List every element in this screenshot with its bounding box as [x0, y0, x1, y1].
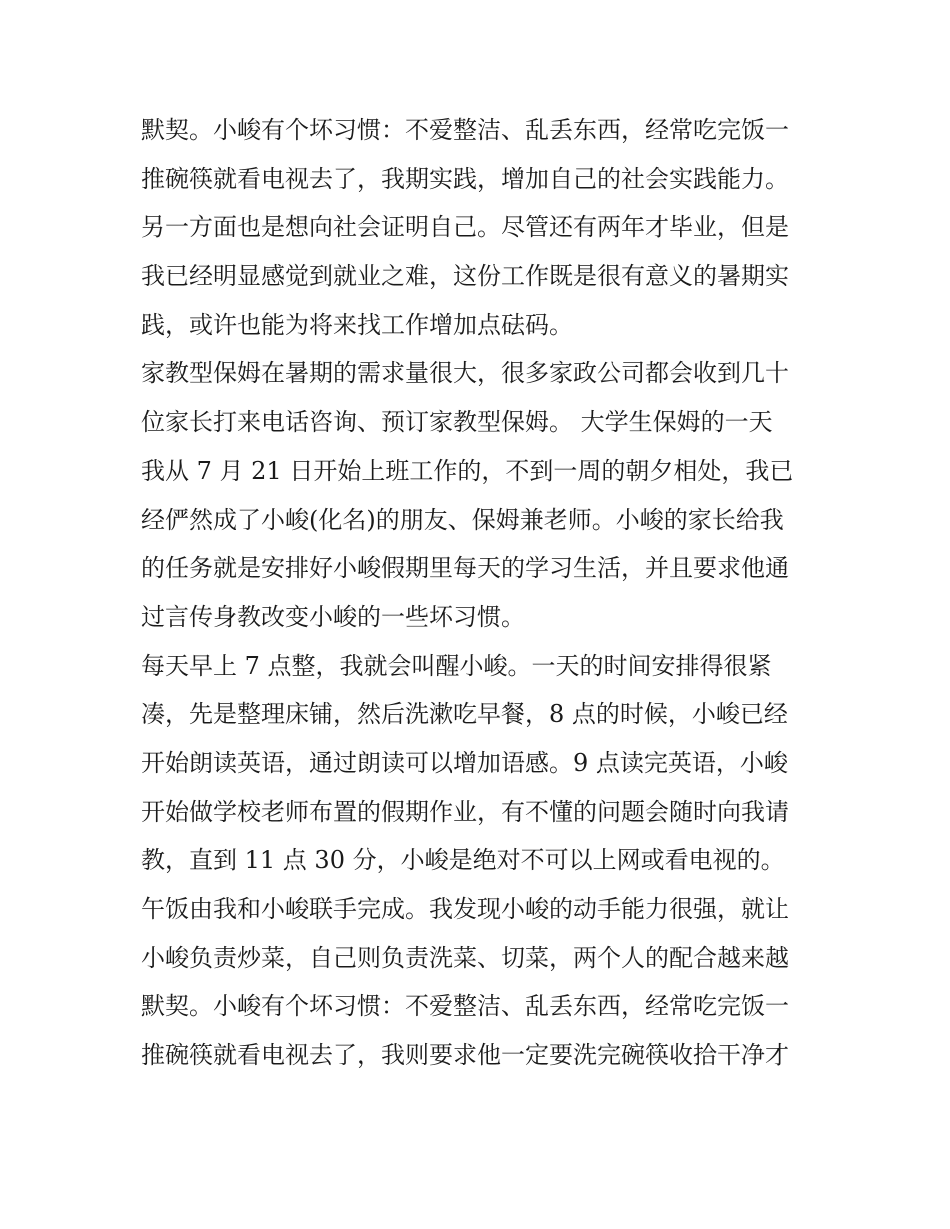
text-line: 家教型保姆在暑期的需求量很大，很多家政公司都会收到几十: [141, 359, 789, 388]
text-line: 位家长打来电话咨询、预订家教型保姆。 大学生保姆的一天: [141, 408, 773, 437]
text-line: 午饭由我和小峻联手完成。我发现小峻的动手能力很强，就让: [141, 895, 789, 923]
text-line: 另一方面也是想向社会证明自己。尽管还有两年才毕业，但是: [141, 213, 789, 242]
text-line: 推碗筷就看电视去了，我则要求他一定要洗完碗筷收拾干净才: [141, 1041, 789, 1070]
text-line: 凑，先是整理床铺，然后洗漱吃早餐，8 点的时候，小峻已经: [141, 700, 788, 729]
text-line: 默契。小峻有个坏习惯：不爱整洁、乱丢东西，经常吃完饭一: [141, 992, 789, 1021]
text-line: 开始做学校老师布置的假期作业，有不懂的问题会随时向我请: [141, 797, 789, 826]
text-line: 教，直到 11 点 30 分，小峻是绝对不可以上网或看电视的。: [141, 846, 785, 875]
text-line: 每天早上 7 点整，我就会叫醒小峻。一天的时间安排得很紧: [141, 651, 772, 680]
text-line: 开始朗读英语，通过朗读可以增加语感。9 点读完英语，小峻: [141, 748, 788, 777]
text-line: 我从 7 月 21 日开始上班工作的，不到一周的朝夕相处，我已: [141, 456, 794, 485]
text-line: 过言传身教改变小峻的一些坏习惯。: [141, 602, 525, 631]
text-line: 推碗筷就看电视去了，我期实践，增加自己的社会实践能力。: [141, 164, 789, 193]
text-line: 践，或许也能为将来找工作增加点砝码。: [141, 310, 573, 339]
text-line: 的任务就是安排好小峻假期里每天的学习生活，并且要求他通: [141, 554, 789, 583]
text-line: 我已经明显感觉到就业之难，这份工作既是很有意义的暑期实: [141, 262, 789, 291]
text-line: 默契。小峻有个坏习惯：不爱整洁、乱丢东西，经常吃完饭一: [141, 116, 789, 144]
document-body: [141, 106, 821, 1080]
text-line: 小峻负责炒菜，自己则负责洗菜、切菜，两个人的配合越来越: [141, 943, 789, 972]
text-line: 经俨然成了小峻(化名)的朋友、保姆兼老师。小峻的家长给我: [141, 505, 784, 534]
